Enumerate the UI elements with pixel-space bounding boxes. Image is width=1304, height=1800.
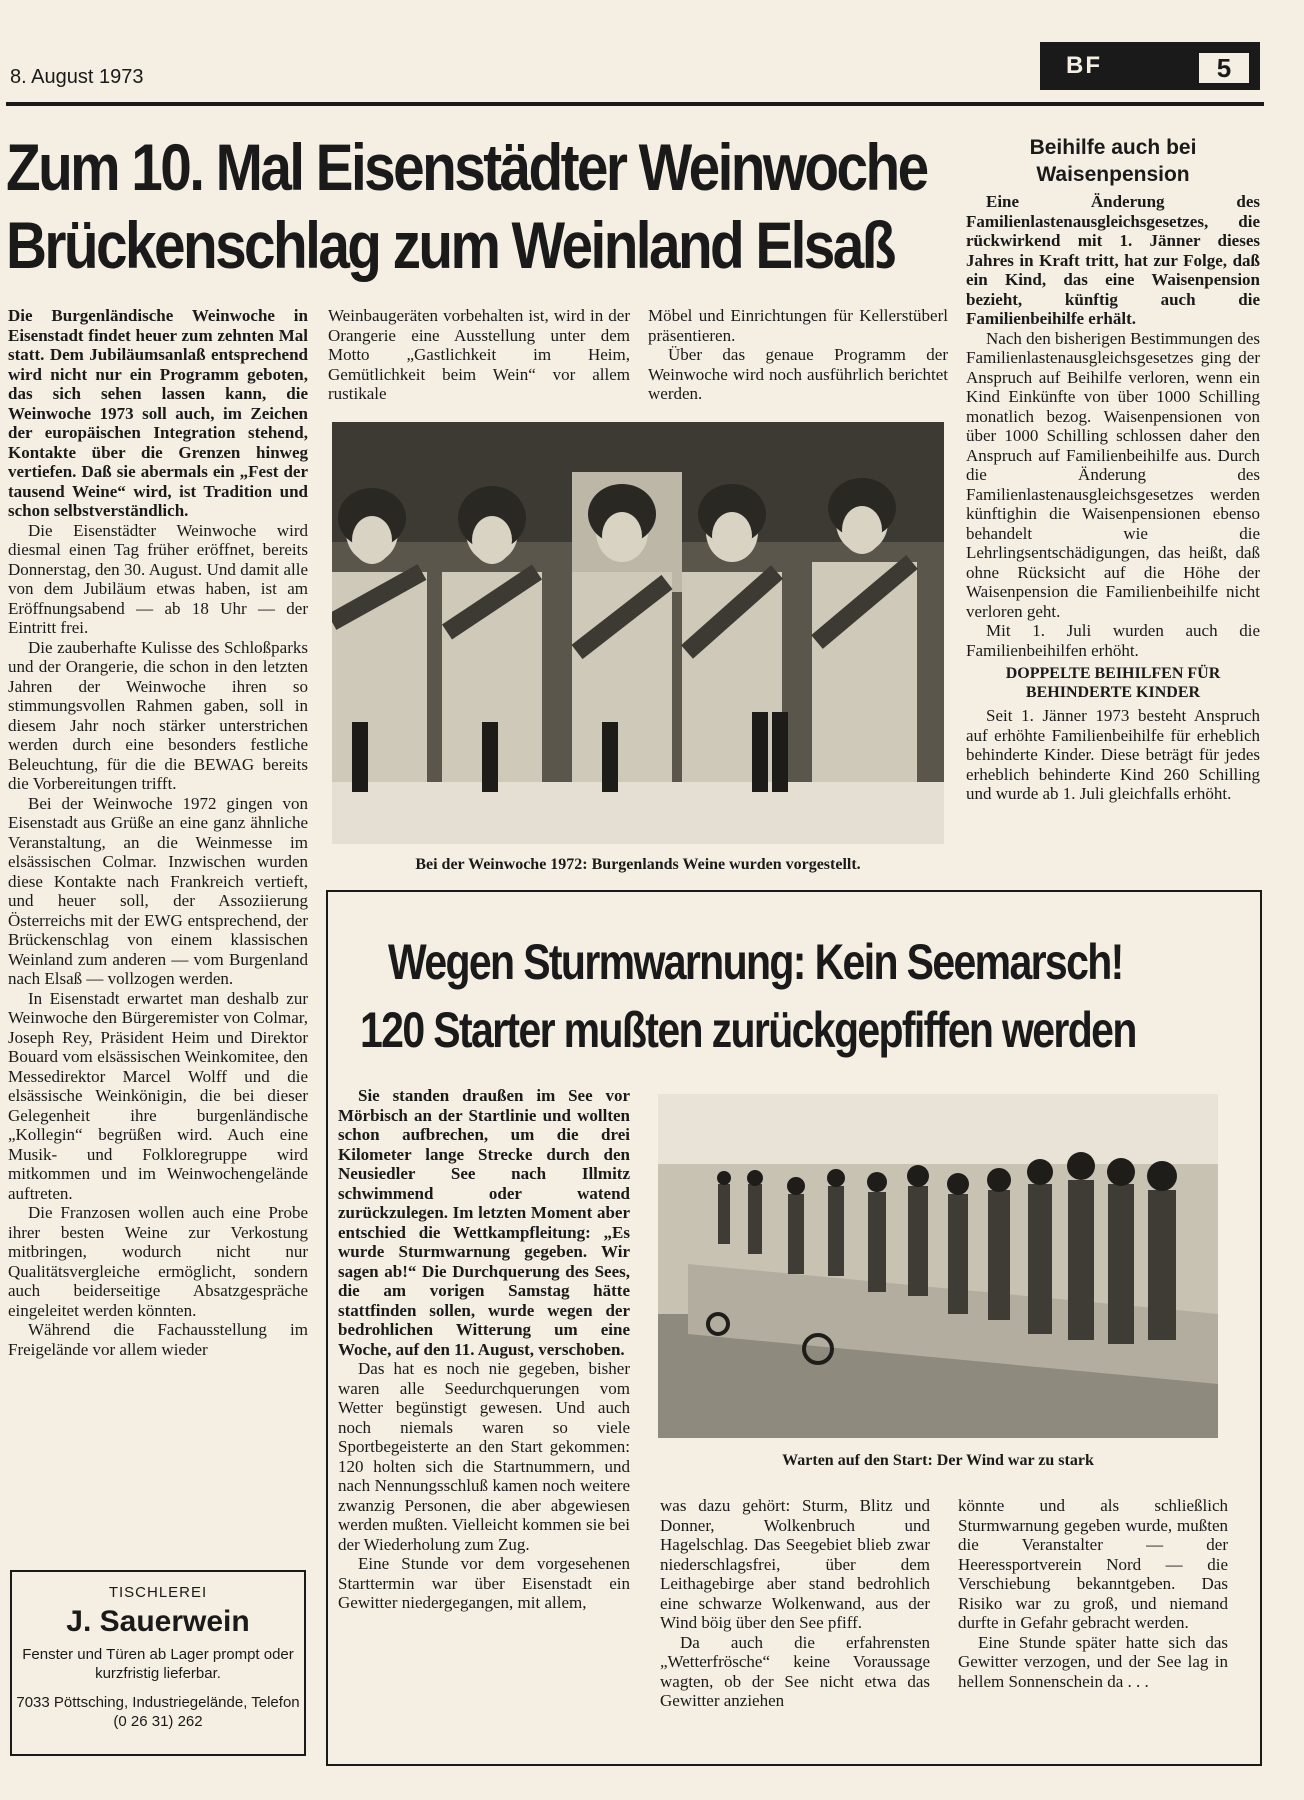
- article1-paragraph: Die Franzosen wollen auch eine Probe ihrer besten Weine zur Verkostung mitbringen, wodurch nicht nur Qualitätsvergleiche ermöglicht, sondern auch beiderseitige Absatzgespräche eingeleitet werden könnten.: [8, 1203, 308, 1320]
- article2-paragraph: was dazu gehört: Sturm, Blitz und Donner, Wolkenbruch und Hagelschlag. Das Seegebiet blieb zwar niederschlagsfrei, über dem Leithagebirge aber stand bedrohlich eine schwarze Wolkenwand, aus der Wind böig über den See pfiff.: [660, 1496, 930, 1632]
- seemarsch-photo-image: [658, 1094, 1218, 1438]
- article1-lead: Die Burgenländische Weinwoche in Eisenstadt findet heuer zum zehnten Mal statt. Dem Jubiläumsanlaß entsprechend wird nicht nur ein Programm geboten, das sich sehen lassen kann, die Weinwoche 1973 soll auch, im Zeichen der europäischen Integration stehend, Kontakte über die Grenzen hinweg vertiefen. Daß sie abermals ein „Fest der tausend Weine“ wird, ist Tradition und schon selbstverständlich.: [8, 306, 308, 520]
- weinwoche-photo: [332, 422, 944, 844]
- article1-paragraph: Weinbaugeräten vorbehalten ist, wird in der Orangerie eine Ausstellung unter dem Motto „Gastlichkeit im Heim, Gemütlichkeit beim Wein“ vor allem rustikale: [328, 306, 630, 403]
- article2-headline-2: 120 Starter mußten zurückgepfiffen werden: [360, 1002, 1136, 1058]
- article2-paragraph: Eine Stunde später hatte sich das Gewitter verzogen, und der See lag in hellem Sonnenschein da . . .: [958, 1632, 1228, 1691]
- ad-category: TISCHLEREI: [108, 1584, 208, 1601]
- sidebar-paragraph: Seit 1. Jänner 1973 besteht Anspruch auf erhöhte Familienbeihilfe für erheblich behinderte Kinder. Diese beträgt für jedes erheblich behinderte Kind 260 Schilling und wurde ab 1. Juli gleichfalls erhöht.: [966, 706, 1260, 803]
- article1-headline-2: Brückenschlag zum Weinland Elsaß: [6, 208, 894, 282]
- ad-address: 7033 Pöttsching, Industriegelände, Telefon (0 26 31) 262: [16, 1694, 300, 1730]
- article1-column-2: [328, 306, 630, 404]
- weinwoche-photo-image: [332, 422, 944, 844]
- article1-paragraph: Bei der Weinwoche 1972 gingen von Eisenstadt aus Grüße an eine ganz ähnliche Veranstaltung, an die Weinmesse im elsässischen Colmar. Inzwischen wurden diese Kontakte nach Frankreich vertieft, und heuer soll, der Assoziierung Österreichs mit der EWG entsprechend, der Brückenschlag von einem klassischen Weinland zum anderen — vom Burgenland nach Elsaß — vollzogen werden.: [8, 793, 308, 988]
- sidebar-headline: Beihilfe auch bei Waisenpension: [1029, 136, 1197, 186]
- article1-column-1: [8, 306, 308, 1359]
- ad-company-name: J. Sauerwein: [66, 1605, 250, 1638]
- sidebar-paragraph: Nach den bisherigen Bestimmungen des Familienlastenausgleichsgesetzes ging der Anspruch auf Beihilfe verloren, wenn ein Kind Einkünfte von über 1000 Schilling monatlich bezog. Waisenpensionen von über 1000 Schilling schlossen daher den Anspruch auf Familienbeihilfe aus. Durch die Änderung des Familienlastenausgleichsgesetzes werden künftighin die Waisenpensionen ebenso behandelt wie die Lehrlingsentschädigungen, das heißt, daß ohne Rücksicht auf die Höhe der Waisenpension die Familienbeihilfe nicht verloren geht.: [966, 328, 1260, 621]
- article2-paragraph: Da auch die erfahrensten „Wetterfrösche“ keine Voraussage wagten, ob der See nicht etwa das Gewitter anziehen: [660, 1632, 930, 1710]
- brand-label: BF: [1066, 52, 1102, 79]
- seemarsch-photo-caption: Warten auf den Start: Der Wind war zu stark: [782, 1452, 1094, 1469]
- article1-paragraph: Während die Fachausstellung im Freigelände vor allem wieder: [8, 1320, 308, 1359]
- article1-paragraph: Die Eisenstädter Weinwoche wird diesmal einen Tag früher eröffnet, bereits Donnerstag, den 30. August. Und damit alle von dem Jubiläum etwas haben, ist am Eröffnungsabend — ab 18 Uhr — der Eintritt frei.: [8, 520, 308, 637]
- article1-paragraph: In Eisenstadt erwartet man deshalb zur Weinwoche den Bürgeremister von Colmar, Joseph Rey, Präsident Heim und Direktor Bouard vom elsässischen Weinkomitee, den Messedirektor Marcel Wolff und die elsässische Weinkönigin, die bei dieser Gelegenheit ihre burgenländische „Kollegin“ begrüßen wird. Auch eine Musik- und Folkloregruppe wird mitkommen und im Weinwochengelände auftreten.: [8, 988, 308, 1203]
- article1-paragraph: Die zauberhafte Kulisse des Schloßparks und der Orangerie, die schon in den letzten Jahren der Weinwoche ihren so stimmungsvollen Rahmen gaben, soll in diesem Jahr noch stärker unterstrichen werden durch eine besonders festliche Beleuchtung, für die die BEWAG bereits die Vorbereitungen trifft.: [8, 637, 308, 793]
- sidebar-lead: Eine Änderung des Familienlastenausgleichsgesetzes, die rückwirkend mit 1. Jänner dieses Jahres in Kraft tritt, hat zur Folge, daß ein Kind, das eine Waisenpension bezieht, künftig auch die Familienbeihilfe erhält.: [966, 192, 1260, 328]
- article2-column-1: [338, 1086, 630, 1613]
- article1-paragraph: Über das genaue Programm der Weinwoche wird noch ausführlich berichtet werden.: [648, 345, 948, 403]
- article2-paragraph: Das hat es noch nie gegeben, bisher waren alle Seedurchquerungen vom Wetter begünstigt gewesen. Und auch noch niemals waren so viele Sportbegeisterte an den Start gekommen: 120 holten sich die Startnummern, und nach Nennungsschluß kamen noch weitere zwanzig Personen, die aber abgewiesen werden mußten. Vielleicht kommen sie bei der Wiederholung zum Zug.: [338, 1359, 630, 1554]
- header-rule: [6, 102, 1264, 106]
- article1-headline-1: Zum 10. Mal Eisenstädter Weinwoche: [6, 130, 927, 204]
- tischlerei-ad: [10, 1570, 306, 1756]
- article2-lead: Sie standen draußen im See vor Mörbisch an der Startlinie und wollten schon aufbrechen, um die drei Kilometer lange Strecke durch den Neusiedler See nach Illmitz schwimmend oder watend zurückzulegen. Im letzten Moment aber entschied die Wettkampfleitung: „Es wurde Sturmwarnung gegeben. Wir sagen ab!“ Die Durchquerung des Sees, die am vorigen Samstag hätte stattfinden sollen, wurde wegen der bedrohlichen Witterung um eine Woche, auf den 11. August, verschoben.: [338, 1086, 630, 1359]
- sidebar-paragraph: Mit 1. Juli wurden auch die Familienbeihilfen erhöht.: [966, 621, 1260, 660]
- article2-column-3: [958, 1496, 1228, 1691]
- sidebar-subhead: DOPPELTE BEIHILFEN FÜR BEHINDERTE KINDER: [1005, 665, 1221, 701]
- article2-paragraph: Eine Stunde vor dem vorgesehenen Starttermin war über Eisenstadt ein Gewitter niedergegangen, mit allem,: [338, 1554, 630, 1612]
- ad-offer-text: Fenster und Türen ab Lager prompt oder kurzfristig lieferbar.: [22, 1646, 294, 1682]
- sidebar-column: [966, 192, 1260, 804]
- article2-headline-1: Wegen Sturmwarnung: Kein Seemarsch!: [388, 934, 1123, 990]
- page-number: 5: [1196, 50, 1252, 86]
- article2-column-2: [660, 1496, 930, 1711]
- article1-column-3: [648, 306, 948, 404]
- article2-paragraph: könnte und als schließlich Sturmwarnung gegeben wurde, mußten die Veranstalter — der Heeressportverein Nord — die Verschiebung bekanntgeben. Das Risiko war zu groß, und niemand durfte in Gefahr gebracht werden.: [958, 1496, 1228, 1632]
- weinwoche-photo-caption: Bei der Weinwoche 1972: Burgenlands Weine wurden vorgestellt.: [415, 856, 861, 873]
- article1-paragraph: Möbel und Einrichtungen für Kellerstüberl präsentieren.: [648, 306, 948, 345]
- seemarsch-photo: [658, 1094, 1218, 1438]
- issue-date: 8. August 1973: [10, 66, 144, 88]
